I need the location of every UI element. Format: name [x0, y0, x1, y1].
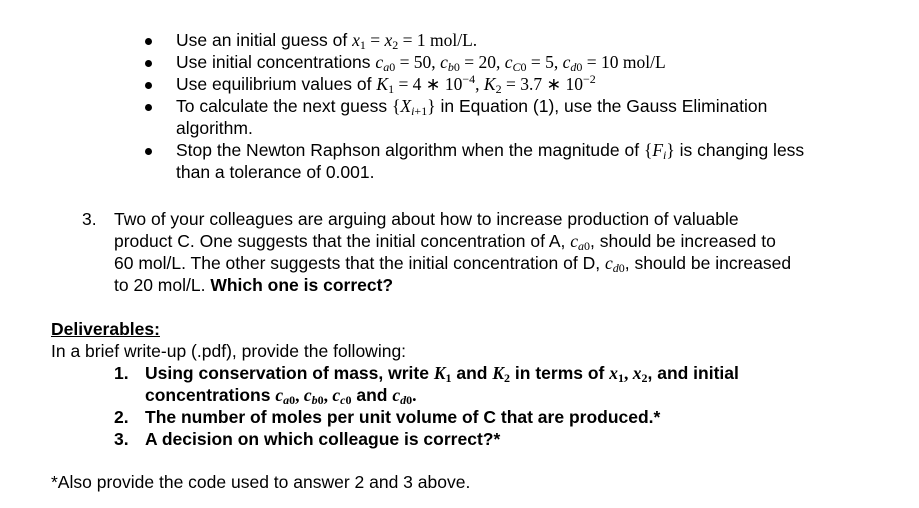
deliverable-item-1: 1. Using conservation of mass, write $K_1$ and $K_2$ in terms of $x_1$, $x_2$, and initial concentrations $c_{a0}$, $c_{b0}$, $c_{c0}$ and $c_{d0}$. — [114, 363, 739, 407]
question-number: 3. — [82, 209, 97, 229]
assumption-bullet-list — [145, 29, 885, 183]
bullet-initial-guess: Use an initial guess of $x_1 = x_2 = 1$ mol/L. — [145, 29, 885, 51]
deliverable-item-2: 2. The number of moles per unit volume of C that are produced.* — [114, 407, 661, 427]
bullet-stop-criterion: Stop the Newton Raphson algorithm when the magnitude of $\{F_i\}$ is changing less than a tolerance of 0.001. — [145, 139, 885, 183]
question-3 — [82, 208, 862, 296]
bullet-initial-concentrations: Use initial concentrations $c_{a0} = 50$, $c_{b0} = 20$, $c_{C0} = 5$, $c_{d0} = 10$ mol/L — [145, 51, 885, 73]
bullet-gauss-elimination: To calculate the next guess $\{X_{i+1}\}$ in Equation (1), use the Gauss Elimination algorithm. — [145, 95, 885, 139]
bullet-dot — [145, 60, 152, 67]
bullet-dot — [145, 38, 152, 45]
deliverable-item-3: 3. A decision on which colleague is correct?* — [114, 429, 501, 449]
deliverables-intro: In a brief write-up (.pdf), provide the following: — [51, 341, 407, 361]
bullet-dot — [145, 148, 152, 155]
footnote: *Also provide the code used to answer 2 and 3 above. — [51, 472, 471, 492]
bullet-equilibrium-values: Use equilibrium values of $K_1 = 4$ ∗ $10^{-4}$, $K_2 = 3.7$ ∗ $10^{-2}$ — [145, 73, 885, 95]
deliverables-heading: Deliverables: — [51, 319, 160, 339]
deliverables-section — [51, 318, 911, 450]
bullet-dot — [145, 104, 152, 111]
deliverables-list — [51, 362, 911, 450]
bullet-dot — [145, 82, 152, 89]
question-3-text: Two of your colleagues are arguing about how to increase production of valuable product C. One suggests that the initial concentration of A, $c_{a0}$, should be increased to 60 mol/L. The other suggests that the initial concentration of D, $c_{d0}$, should be increased to 20 mol/L. Which one is correct? — [114, 209, 792, 295]
